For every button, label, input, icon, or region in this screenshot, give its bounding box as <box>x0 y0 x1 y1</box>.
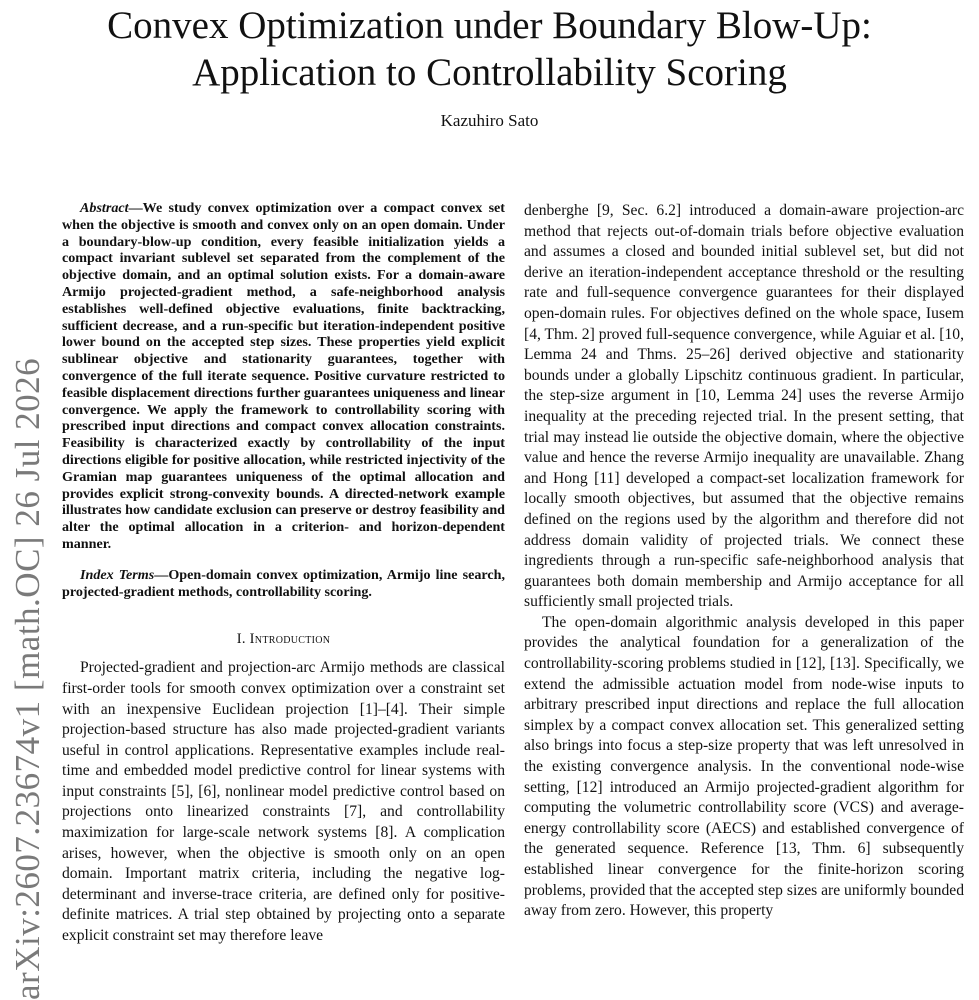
index-terms <box>62 567 505 601</box>
arxiv-identifier-stamp: arXiv:2607.23674v1 [math.OC] 26 Jul 2026 <box>8 357 47 1000</box>
abstract-label: Abstract <box>80 200 129 216</box>
abstract-text: —We study convex optimization over a compact convex set when the objective is smooth and convex only on an open domain. Under a boundary-blow-up condition, every feasible initialization yields a compact invariant sublevel set separated from the complement of the objective domain, and an optimal solution exists. For a domain-aware Armijo projected-gradient method, a safe-neighborhood analysis establishes well-defined objective evaluations, finite backtracking, sufficient decrease, and a run-specific but iteration-independent positive lower bound on the accepted step sizes. These properties yield explicit sublinear objective and stationarity guarantees, together with convergence of the full iterate sequence. Positive curvature restricted to feasible displacement directions further guarantees uniqueness and linear convergence. We apply the framework to controllability scoring with prescribed input directions and compact convex allocation constraints. Feasibility is characterized exactly by controllability of the input directions eligible for positive allocation, while restricted injectivity of the Gramian map guarantees uniqueness of the optimal allocation and provides explicit strong-convexity bounds. A directed-network example illustrates how candidate exclusion can preserve or destroy feasibility and alter the optimal allocation in a criterion- and horizon-dependent manner. <box>62 200 505 552</box>
paper-title <box>0 2 979 96</box>
paper-author: Kazuhiro Sato <box>440 111 539 130</box>
right-column-paragraph-2: The open-domain algorithmic analysis developed in this paper provides the analytical foundation for a generalization of the controllability-scoring problems studied in [12], [13]. Specifically, we extend the admissible actuation model from node-wise inputs to arbitrary prescribed input directions and replace the full allocation simplex by a compact convex allocation set. This generalized setting also brings into focus a step-size property that was left unresolved in the existing convergence analysis. In the conventional node-wise setting, [12] introduced an Armijo projected-gradient algorithm for computing the volumetric controllability score (VCS) and average-energy controllability score (AECS) and established convergence of the generated sequence. Reference [13, Thm. 6] subsequently established linear convergence for the finite-horizon scoring problems, provided that the accepted step sizes are uniformly bounded away from zero. However, this property <box>524 613 964 920</box>
left-column <box>62 200 505 947</box>
abstract <box>62 200 505 553</box>
index-terms-text: —Open-domain convex optimization, Armijo line search, projected-gradient methods, controllability scoring. <box>62 566 505 600</box>
right-column <box>524 201 964 922</box>
paper-title-line-2: Application to Controllability Scoring <box>192 51 787 94</box>
section-heading-introduction: I. Introduction <box>236 631 331 648</box>
paper-title-line-1: Convex Optimization under Boundary Blow-Up: <box>107 4 872 47</box>
introduction-paragraph-1: Projected-gradient and projection-arc Armijo methods are classical first-order tools for smooth convex optimization over a constraint set with an inexpensive Euclidean projection [1]–[4]. Their simple projection-based structure has also made projected-gradient variants useful in control applications. Representative examples include real-time and embedded model predictive control for linear systems with input constraints [5], [6], nonlinear model predictive control based on projections onto linearized constraints [7], and controllability maximization for large-scale network systems [8]. A complication arises, however, when the objective is smooth only on an open domain. Important matrix criteria, including the negative log-determinant and inverse-trace criteria, are defined only for positive-definite matrices. A trial step obtained by projecting onto a separate explicit constraint set may therefore leave <box>62 659 505 945</box>
right-column-paragraph-1: denberghe [9, Sec. 6.2] introduced a domain-aware projection-arc method that rejects out-of-domain trials before objective evaluation and assumes a closed and bounded initial sublevel set, but did not derive an iteration-independent acceptance threshold or the resulting rate and full-sequence convergence guarantees for their displayed open-domain rules. For objectives defined on the whole space, Iusem [4, Thm. 2] proved full-sequence convergence, while Aguiar et al. [10, Lemma 24 and Thms. 25–26] derived objective and stationarity bounds under a globally Lipschitz continuous gradient. In particular, the step-size argument in [10, Lemma 24] uses the reverse Armijo inequality at the preceding rejected trial. In the present setting, that trial may instead lie outside the objective domain, where the objective value and hence the reverse Armijo inequality are unavailable. Zhang and Hong [11] developed a compact-set localization framework for locally smooth objectives, but assumed that the objective remains defined on the regions used by the algorithm and therefore did not address domain validity of projected trials. We connect these ingredients through a run-specific safe-neighborhood analysis that guarantees both domain membership and Armijo acceptance for all sufficiently small projected trials. <box>524 202 964 611</box>
index-terms-label: Index Terms <box>80 566 155 583</box>
